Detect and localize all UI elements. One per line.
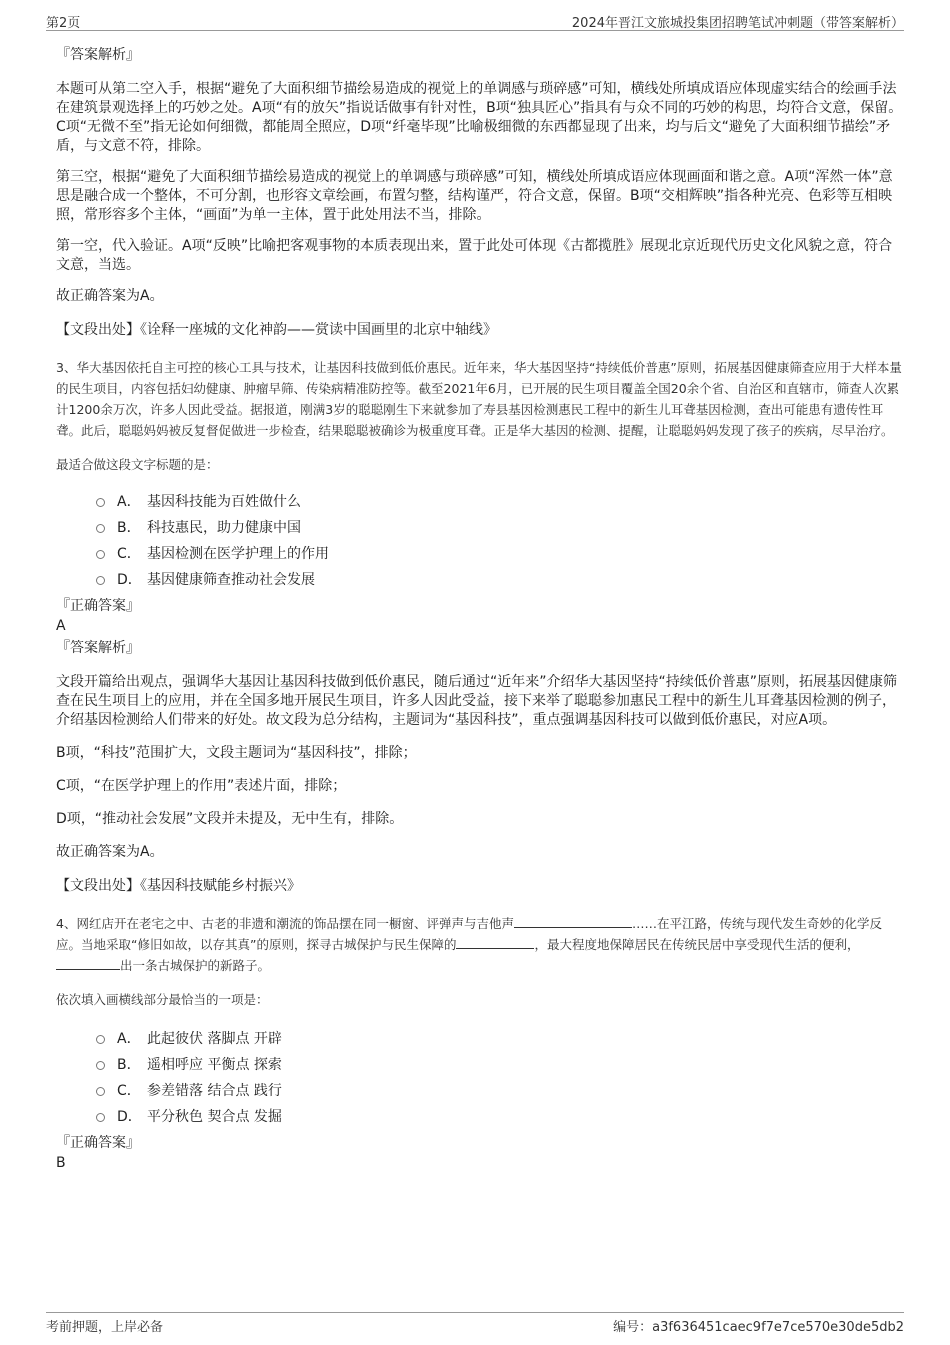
radio-icon[interactable] bbox=[96, 1061, 105, 1070]
correct-answer-label: 『正确答案』 bbox=[56, 598, 140, 614]
source-citation: 【文段出处】《基因科技赋能乡村振兴》 bbox=[56, 878, 301, 894]
page-content bbox=[56, 40, 904, 1172]
option-text: 基因检测在医学护理上的作用 bbox=[147, 546, 329, 562]
correct-answer: B bbox=[56, 1155, 66, 1171]
analysis-label: 『答案解析』 bbox=[56, 47, 140, 63]
option-text: 平分秋色 契合点 发掘 bbox=[147, 1109, 282, 1125]
option-text: 基因健康筛查推动社会发展 bbox=[147, 572, 315, 588]
option-text: 基因科技能为百姓做什么 bbox=[147, 494, 301, 510]
option-a[interactable]: A． 基因科技能为百姓做什么 bbox=[96, 489, 904, 515]
analysis-paragraph: 第一空，代入验证。A项“反映”比喻把客观事物的本质表现出来，置于此处可体现《古都揽胜》展现北京近现代历史文化风貌之意，符合文意，当选。 bbox=[56, 238, 893, 273]
document-id: 编号：a3f636451caec9f7e7ce570e30de5db2 bbox=[613, 1320, 904, 1335]
page-footer bbox=[46, 1312, 904, 1335]
analysis-paragraph: C项，“在医学护理上的作用”表述片面，排除； bbox=[56, 778, 347, 794]
analysis-paragraph: 本题可从第二空入手，根据“避免了大面积细节描绘易造成的视觉上的单调感与琐碎感”可知，横线处所填成语应体现虚实结合的绘画手法在建筑景观选择上的巧妙之处。A项“有的放矢”指说话做事有针对性，B项“独具匠心”指具有与众不同的巧妙的构思，均符合文意，保留。C项“无微不至”指无论如何细微，都能周全照应，D项“纤毫毕现”比喻极细微的东西都显现了出来，均与后文“避免了大面积细节描绘”矛盾，与文意不符，排除。 bbox=[56, 81, 903, 154]
correct-answer: A bbox=[56, 618, 66, 634]
analysis-conclusion: 故正确答案为A。 bbox=[56, 844, 164, 860]
fill-blank bbox=[56, 957, 120, 970]
option-text: 遥相呼应 平衡点 探索 bbox=[147, 1057, 282, 1073]
option-d[interactable]: D． 基因健康筛查推动社会发展 bbox=[96, 567, 904, 593]
question-4-options bbox=[96, 1026, 904, 1130]
footer-slogan: 考前押题，上岸必备 bbox=[46, 1320, 164, 1335]
radio-icon[interactable] bbox=[96, 550, 105, 559]
option-d[interactable]: D． 平分秋色 契合点 发掘 bbox=[96, 1104, 904, 1130]
radio-icon[interactable] bbox=[96, 1035, 105, 1044]
option-text: 此起彼伏 落脚点 开辟 bbox=[147, 1031, 282, 1047]
option-c[interactable]: C． 基因检测在医学护理上的作用 bbox=[96, 541, 904, 567]
question-4-stem: 4、网红店开在老宅之中、古老的非遗和潮流的饰品摆在同一橱窗、评弹声与吉他声 ……在平江路，传统与现代发生奇妙的化学反应。当地采取“修旧如故，以存其真”的原则，探寻古城保护与民生保障的 ，最大程度地保障居民在传统民居中享受现代生活的便利，出一条古城保护的新路子。 bbox=[56, 916, 882, 973]
analysis-paragraph: B项，“科技”范围扩大，文段主题词为“基因科技”，排除； bbox=[56, 745, 417, 761]
option-text: 参差错落 结合点 践行 bbox=[147, 1083, 282, 1099]
radio-icon[interactable] bbox=[96, 1087, 105, 1096]
radio-icon[interactable] bbox=[96, 498, 105, 507]
page-header bbox=[46, 10, 904, 31]
option-b[interactable]: B． 遥相呼应 平衡点 探索 bbox=[96, 1052, 904, 1078]
question-3-stem: 3、华大基因依托自主可控的核心工具与技术，让基因科技做到低价惠民。近年来，华大基因坚持“持续低价普惠”原则，拓展基因健康筛查应用于大样本量的民生项目，内容包括妇幼健康、肿瘤早筛、传染病精准防控等。截至2021年6月，已开展的民生项目覆盖全国20余个省、自治区和直辖市，筛查人次累计1200余万次，许多人因此受益。据报道，刚满3岁的聪聪刚生下来就参加了寿县基因检测惠民工程中的新生儿耳聋基因检测，查出可能患有遗传性耳聋。此后，聪聪妈妈被反复督促做进一步检查，结果聪聪被确诊为极重度耳聋。正是华大基因的检测、提醒，让聪聪妈妈发现了孩子的疾病，尽早治疗。 bbox=[56, 360, 902, 438]
option-b[interactable]: B． 科技惠民，助力健康中国 bbox=[96, 515, 904, 541]
fill-blank bbox=[456, 936, 534, 949]
radio-icon[interactable] bbox=[96, 524, 105, 533]
option-c[interactable]: C． 参差错落 结合点 践行 bbox=[96, 1078, 904, 1104]
option-text: 科技惠民，助力健康中国 bbox=[147, 520, 301, 536]
analysis-label: 『答案解析』 bbox=[56, 640, 140, 656]
analysis-conclusion: 故正确答案为A。 bbox=[56, 288, 164, 304]
question-3-prompt: 最适合做这段文字标题的是： bbox=[56, 457, 219, 472]
source-citation: 【文段出处】《诠释一座城的文化神韵——赏读中国画里的北京中轴线》 bbox=[56, 322, 497, 338]
analysis-paragraph: D项，“推动社会发展”文段并未提及，无中生有，排除。 bbox=[56, 811, 404, 827]
radio-icon[interactable] bbox=[96, 576, 105, 585]
page-number: 第2页 bbox=[46, 16, 81, 31]
document-title: 2024年晋江文旅城投集团招聘笔试冲刺题（带答案解析） bbox=[571, 16, 904, 31]
fill-blank bbox=[514, 915, 632, 928]
correct-answer-label: 『正确答案』 bbox=[56, 1135, 140, 1151]
analysis-paragraph: 第三空，根据“避免了大面积细节描绘易造成的视觉上的单调感与琐碎感”可知，横线处所填成语应体现画面和谐之意。A项“浑然一体”意思是融合成一个整体，不可分割，也形容文章绘画，布置匀整，结构谨严，符合文意，保留。B项“交相辉映”指各种光亮、色彩等互相映照，常形容多个主体，“画面”为单一主体，置于此处用法不当，排除。 bbox=[56, 169, 893, 223]
analysis-paragraph: 文段开篇给出观点，强调华大基因让基因科技做到低价惠民，随后通过“近年来”介绍华大基因坚持“持续低价普惠”原则，拓展基因健康筛查在民生项目上的应用，并在全国多地开展民生项目，许多人因此受益，接下来举了聪聪参加惠民工程中的新生儿耳聋基因检测的例子，介绍基因检测给人们带来的好处。故文段为总分结构，主题词为“基因科技”，重点强调基因科技可以做到低价惠民，对应A项。 bbox=[56, 674, 898, 728]
question-3-options bbox=[96, 489, 904, 593]
option-a[interactable]: A． 此起彼伏 落脚点 开辟 bbox=[96, 1026, 904, 1052]
question-4-prompt: 依次填入画横线部分最恰当的一项是： bbox=[56, 992, 269, 1007]
radio-icon[interactable] bbox=[96, 1113, 105, 1122]
